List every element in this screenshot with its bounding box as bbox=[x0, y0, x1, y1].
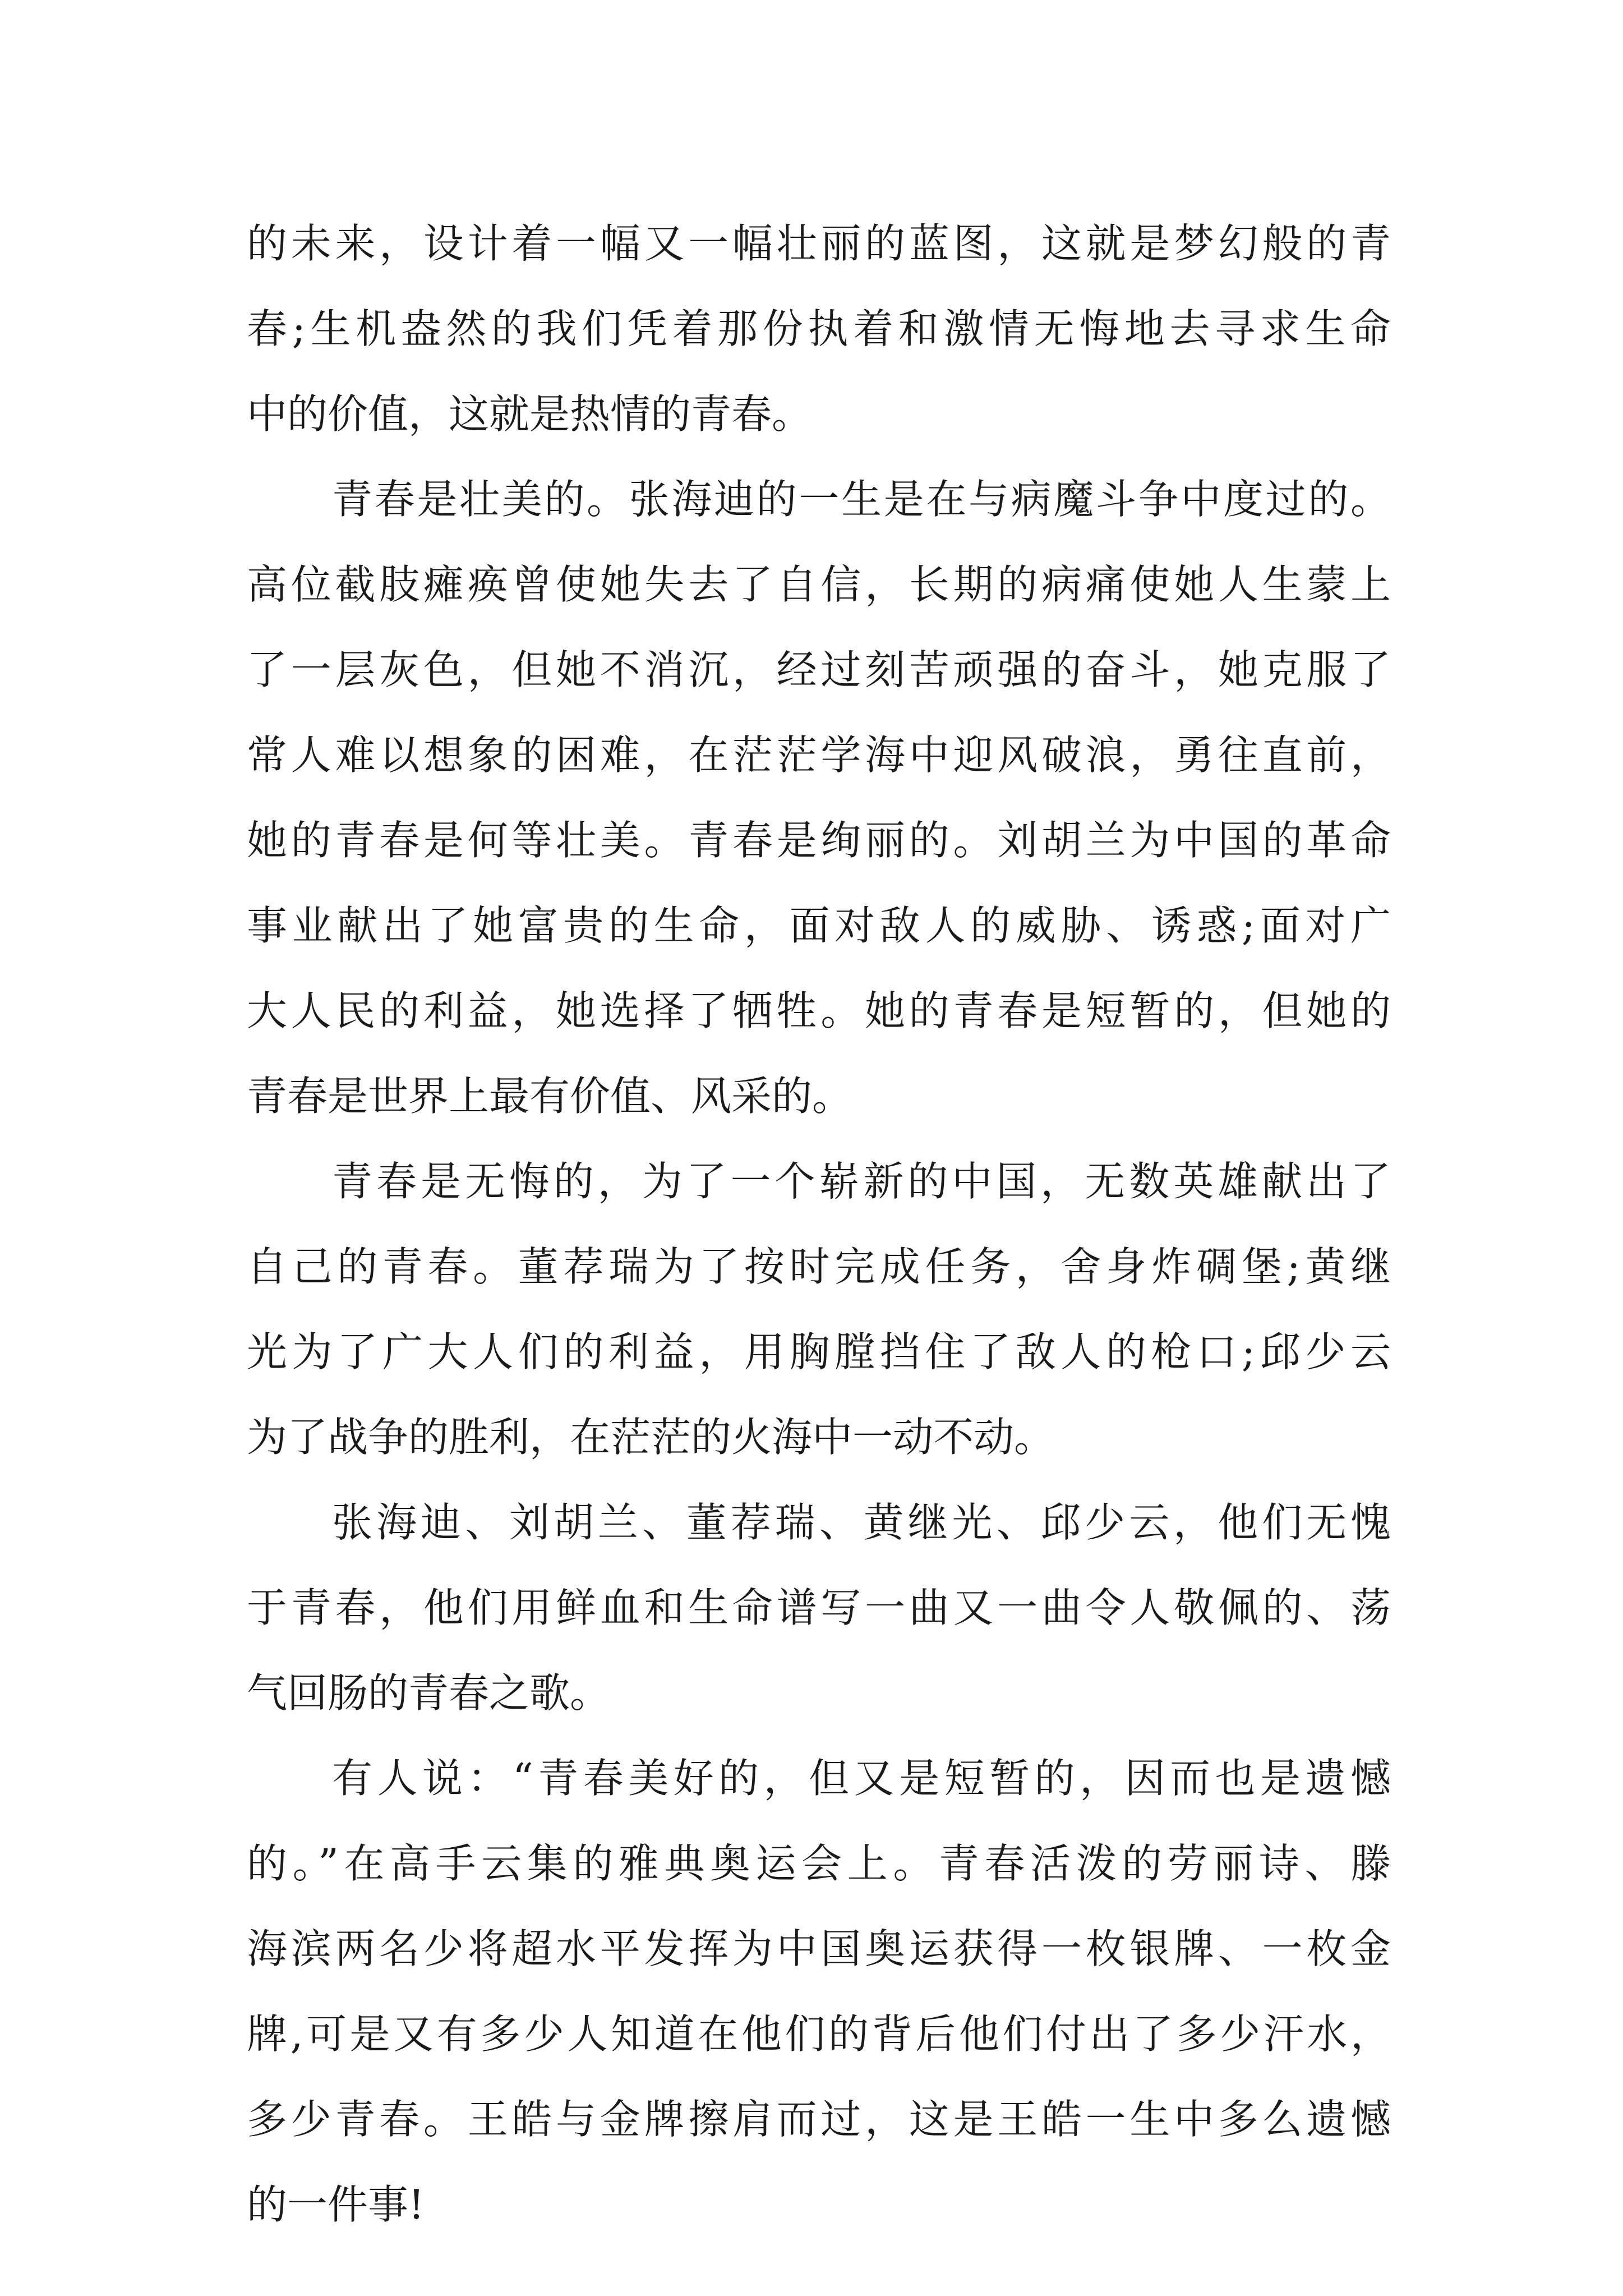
text-line: 海滨两名少将超水平发挥为中国奥运获得一枚银牌、一枚金 bbox=[247, 1925, 1391, 1972]
text-line: 于青春，他们用鲜血和生命谱写一曲又一曲令人敬佩的、荡 bbox=[247, 1584, 1391, 1631]
paragraph-1 bbox=[247, 201, 1391, 457]
text-line: 青春是世界上最有价值、风采的。 bbox=[247, 1073, 853, 1120]
text-line: 为了战争的胜利，在茫茫的火海中一动不动。 bbox=[247, 1414, 1055, 1461]
text-line: 自己的青春。董荐瑞为了按时完成任务，舍身炸碉堡;黄继 bbox=[247, 1243, 1391, 1290]
text-line: 青春是壮美的。张海迪的一生是在与病魔斗争中度过的。 bbox=[332, 476, 1391, 523]
text-line: 牌,可是又有多少人知道在他们的背后他们付出了多少汗水， bbox=[247, 2010, 1391, 2058]
paragraph-5 bbox=[247, 1736, 1391, 2247]
paragraph-4 bbox=[247, 1480, 1391, 1736]
text-line: 大人民的利益，她选择了牺牲。她的青春是短暂的，但她的 bbox=[247, 987, 1391, 1034]
text-line: 光为了广大人们的利益，用胸膛挡住了敌人的枪口;邱少云 bbox=[247, 1328, 1391, 1375]
document-body bbox=[247, 201, 1391, 2247]
text-line: 春;生机盎然的我们凭着那份执着和激情无悔地去寻求生命 bbox=[247, 305, 1391, 352]
text-line: 事业献出了她富贵的生命，面对敌人的威胁、诱惑;面对广 bbox=[247, 902, 1391, 949]
text-line: 青春是无悔的，为了一个崭新的中国，无数英雄献出了 bbox=[332, 1158, 1391, 1205]
text-line: 她的青春是何等壮美。青春是绚丽的。刘胡兰为中国的革命 bbox=[247, 817, 1391, 864]
text-line: 的。”在高手云集的雅典奥运会上。青春活泼的劳丽诗、滕 bbox=[247, 1840, 1391, 1887]
text-line: 了一层灰色，但她不消沉，经过刻苦顽强的奋斗，她克服了 bbox=[247, 646, 1391, 693]
text-line: 的未来，设计着一幅又一幅壮丽的蓝图，这就是梦幻般的青 bbox=[247, 220, 1391, 267]
text-line: 的一件事! bbox=[247, 2181, 425, 2228]
paragraph-3 bbox=[247, 1139, 1391, 1480]
text-line: 中的价值，这就是热情的青春。 bbox=[247, 390, 813, 438]
text-line: 张海迪、刘胡兰、董荐瑞、黄继光、邱少云，他们无愧 bbox=[332, 1499, 1391, 1546]
text-line: 常人难以想象的困难，在茫茫学海中迎风破浪，勇往直前， bbox=[247, 731, 1391, 779]
paragraph-2 bbox=[247, 457, 1391, 1139]
text-line: 多少青春。王皓与金牌擦肩而过，这是王皓一生中多么遗憾 bbox=[247, 2096, 1391, 2143]
text-line: 气回肠的青春之歌。 bbox=[247, 1669, 611, 1717]
text-line: 高位截肢瘫痪曾使她失去了自信，长期的病痛使她人生蒙上 bbox=[247, 561, 1391, 608]
text-line: 有人说：“青春美好的，但又是短暂的，因而也是遗憾 bbox=[332, 1755, 1391, 1802]
